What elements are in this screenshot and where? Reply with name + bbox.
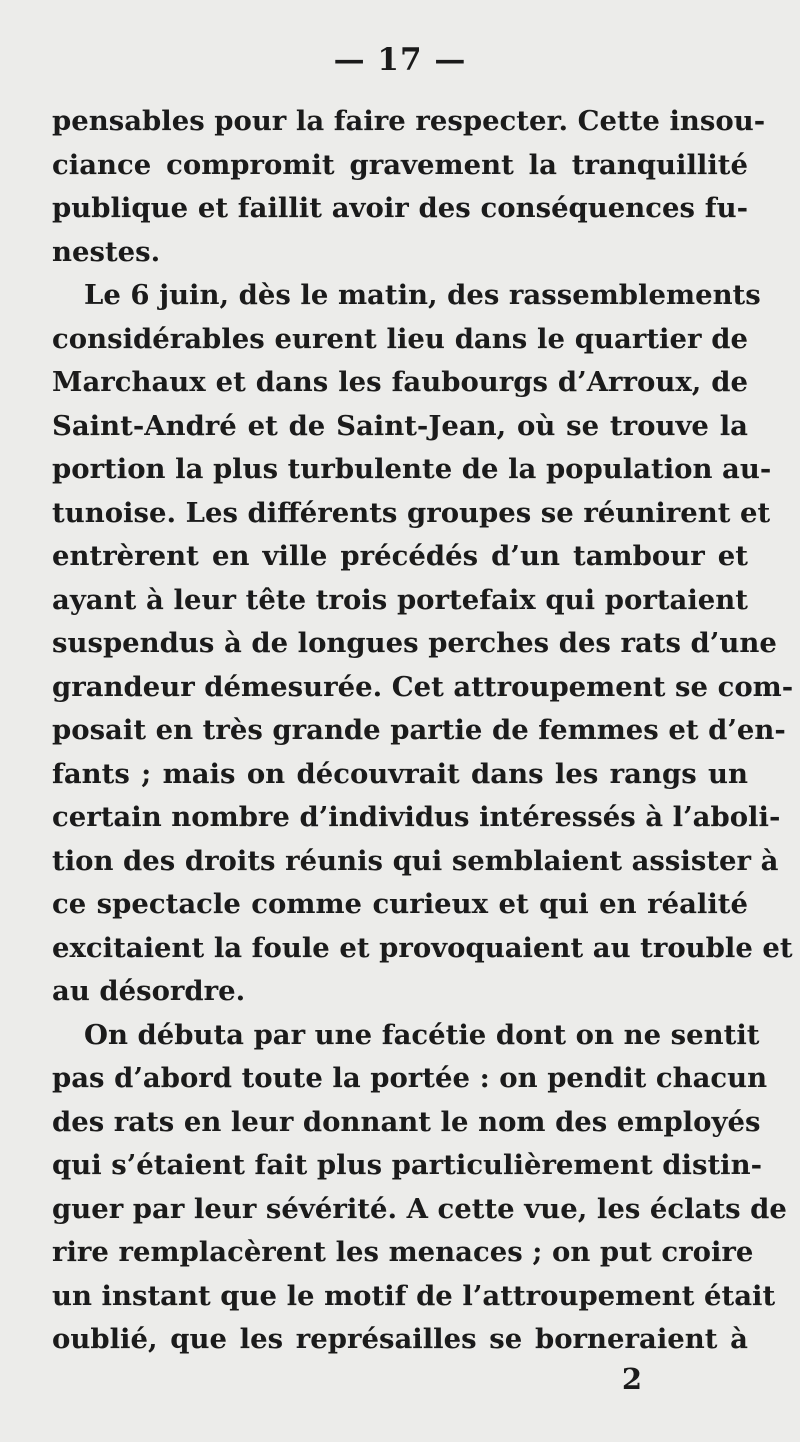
text-line: Le 6 juin, dès le matin, des rassemblements xyxy=(84,279,761,311)
text-line: portion la plus turbulente de la population au- xyxy=(52,453,772,485)
text-line: nestes. xyxy=(52,235,161,268)
text-line: publique et faillit avoir des conséquences fu- xyxy=(52,192,748,224)
text-line: entrèrent en ville précédés d’un tambour et xyxy=(52,540,748,572)
body-text xyxy=(52,100,794,1362)
text-line: On débuta par une facétie dont on ne sentit xyxy=(84,1018,760,1051)
page-number: — 17 — xyxy=(333,42,467,78)
text-line: suspendus à de longues perches des rats d’une xyxy=(52,627,777,659)
text-line: un instant que le motif de l’attroupement était xyxy=(52,1279,776,1312)
text-line: tunoise. Les différents groupes se réunirent et xyxy=(52,496,771,529)
text-line: tion des droits réunis qui semblaient assister à xyxy=(52,844,779,877)
text-line: Marchaux et dans les faubourgs d’Arroux, de xyxy=(52,366,748,398)
text-line: pas d’abord toute la portée : on pendit chacun xyxy=(52,1062,768,1094)
text-line: pensables pour la faire respecter. Cette insou- xyxy=(52,105,766,137)
text-line: ce spectacle comme curieux et qui en réalité xyxy=(52,888,748,920)
text-line: qui s’étaient fait plus particulièrement distin- xyxy=(52,1149,763,1181)
text-line: posait en très grande partie de femmes et d’en- xyxy=(52,714,786,746)
text-line: grandeur démesurée. Cet attroupement se com- xyxy=(52,670,794,703)
text-line: au désordre. xyxy=(52,975,246,1007)
text-line: oublié, que les représailles se borneraient à xyxy=(52,1323,748,1355)
text-line: excitaient la foule et provoquaient au trouble et xyxy=(52,931,793,964)
text-line: guer par leur sévérité. A cette vue, les éclats de xyxy=(52,1192,787,1225)
signature-mark: 2 xyxy=(621,1362,643,1396)
text-line: considérables eurent lieu dans le quartier de xyxy=(52,322,748,355)
text-line: Saint-André et de Saint-Jean, où se trouve la xyxy=(52,409,748,442)
text-line: certain nombre d’individus intéressés à l’aboli- xyxy=(52,801,781,833)
text-line: fants ; mais on découvrait dans les rangs un xyxy=(52,757,748,790)
text-line: ciance compromit gravement la tranquillité xyxy=(52,148,748,181)
text-line: ayant à leur tête trois portefaix qui portaient xyxy=(52,583,748,616)
text-line: rire remplacèrent les menaces ; on put croire xyxy=(52,1236,754,1268)
text-line: des rats en leur donnant le nom des employés xyxy=(52,1105,761,1138)
